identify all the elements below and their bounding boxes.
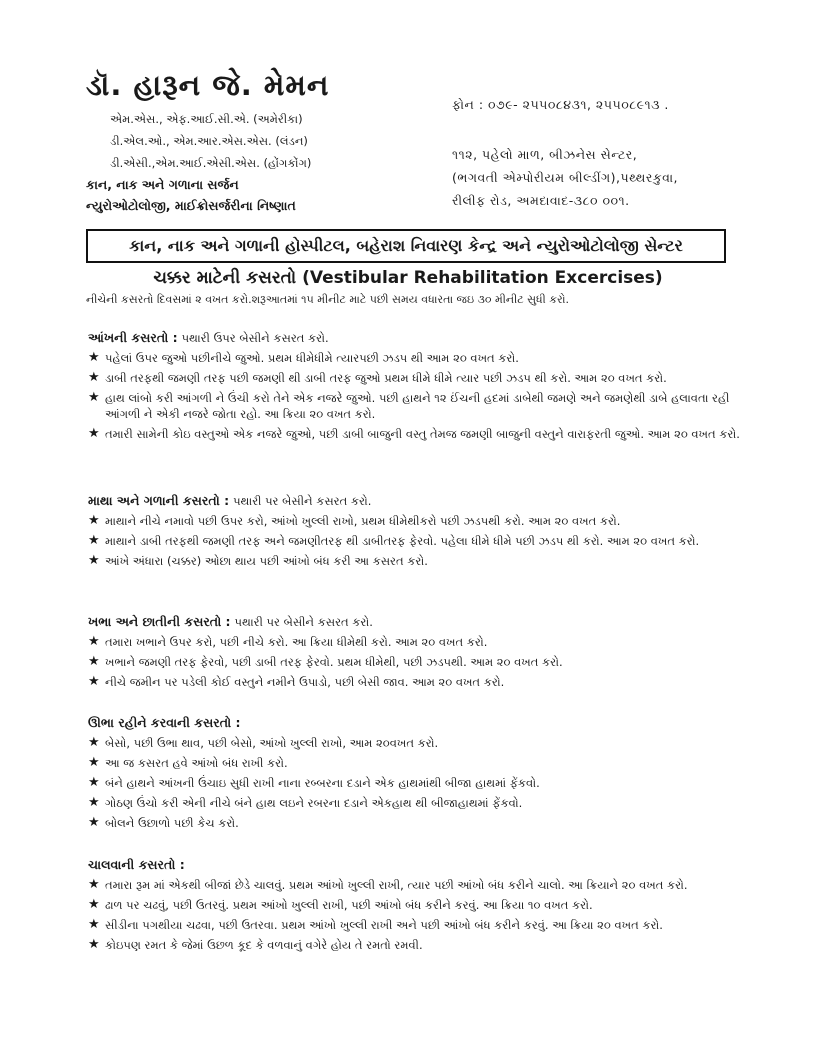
address-line: રીલીફ રોડ, અમદાવાદ-૩૮૦ ૦૦૧. [452,193,630,208]
phone-numbers: ફોન : ૦૭૯- ૨૫૫૦૮૪૩૧, ૨૫૫૦૮૯૧૩ . [452,97,669,112]
list-item [88,897,768,913]
star-bullet-icon: ★ [88,513,100,528]
item-text: ગોઠણ ઉંચો કરી એની નીચે બંને હાથ લઇને રબરના દડાને એકહાથ થી બીજાહાથમાં ફેંકવો. [105,796,523,810]
star-bullet-icon: ★ [88,917,100,932]
section-heading [88,614,768,630]
item-text: તમારી સામેની કોઇ વસ્તુઓ એક નજરે જુઓ, પછી ડાબી બાજુની વસ્તુ તેમજ જમણી બાજુની વસ્તુને વારાફરતી જુઓ. આમ ૨૦ વખત કરો. [105,427,740,441]
item-text: હાથ લાંબો કરી આંગળી ને ઉંચી કરો તેને એક નજરે જુઓ. પછી હાથને ૧૨ ઈંચની હદમાં ડાબેથી જમણે અને જમણેથી ડાબે હલાવતા રહી આંગળી ને એકી નજરે જોતા રહો. આ ક્રિયા ૨૦ વખત કરો. [105,391,730,421]
item-text: નીચે જમીન પર પડેલી કોઈ વસ્તુને નમીને ઉપાડો, પછી બેસી જાવ. આમ ૨૦ વખત કરો. [105,675,505,689]
section-title: આંખની કસરતો : [88,330,178,345]
star-bullet-icon: ★ [88,390,100,405]
section-heading [88,493,768,509]
qualification-line: એમ.એસ., એફ.આઈ.સી.એ. (અમેરીકા) [110,112,303,126]
list-item [88,426,768,442]
address-line: (ભગવતી એમ્પોરીયમ બીલ્ડીંગ),પથ્થરકુવા, [452,170,678,185]
item-text: બોલને ઉછાળો પછી કેચ કરો. [105,816,239,830]
star-bullet-icon: ★ [88,370,100,385]
star-bullet-icon: ★ [88,654,100,669]
address-line: ૧૧૨, પહેલો માળ, બીઝનેસ સેન્ટર, [452,147,638,162]
section-note: પથારી પર બેસીને કસરત કરો. [234,615,373,629]
star-bullet-icon: ★ [88,426,100,441]
item-text: ખભાને જમણી તરફ ફેરવો, પછી ડાબી તરફ ફેરવો. પ્રથમ ધીમેથી, પછી ઝડપથી. આમ ૨૦ વખત કરો. [105,655,563,669]
list-item [88,795,768,811]
list-item [88,674,768,690]
list-item [88,370,768,386]
star-bullet-icon: ★ [88,553,100,568]
item-text: કોઇપણ રમત કે જેમાં ઉછળ કૂદ કે વળવાનું વગેરે હોય તે રમતો રમવી. [105,938,423,952]
list-item [88,634,768,650]
star-bullet-icon: ★ [88,815,100,830]
list-item [88,917,768,933]
list-item [88,815,768,831]
list-item [88,654,768,670]
hospital-banner: કાન, નાક અને ગળાની હોસ્પીટલ, બહેરાશ નિવારણ કેન્દ્ર અને ન્યુરોઓટોલોજી સેન્ટર [86,229,726,263]
star-bullet-icon: ★ [88,674,100,689]
section-heading [88,330,768,346]
star-bullet-icon: ★ [88,755,100,770]
list-item [88,390,768,422]
shoulder-chest-exercises-section [88,614,768,694]
item-text: આ જ કસરત હવે આંખો બંધ રાખી કરો. [105,756,288,770]
list-item [88,755,768,771]
item-text: આંખે અંધારા (ચક્કર) ઓછા થાય પછી આંખો બંધ કરી આ કસરત કરો. [105,554,428,568]
item-text: પહેલાં ઉપર જુઓ પછીનીચે જુઓ. પ્રથમ ધીમેધીમે ત્યારપછી ઝડપ થી આમ ૨૦ વખત કરો. [105,351,519,365]
item-text: તમારા રૂમ માં એકથી બીજાં છેડે ચાલવું. પ્રથમ આંખો ખુલ્લી રાખી, ત્યાર પછી આંખો બંધ કરીને ચાલો. આ ક્રિયાને ૨૦ વખત કરો. [105,878,688,892]
item-text: બેસો, પછી ઉભા થાવ, પછી બેસો, આંખો ખુલ્લી રાખો, આમ ૨૦વખત કરો. [105,736,439,750]
list-item [88,513,768,529]
star-bullet-icon: ★ [88,350,100,365]
list-item [88,877,768,893]
star-bullet-icon: ★ [88,775,100,790]
section-heading [88,857,768,873]
document-title: ચક્કર માટેની કસરતો (Vestibular Rehabilitation Excercises) [153,268,663,288]
list-item [88,735,768,751]
specialty-line: ન્યુરોઓટોલોજી, માઈક્રોસર્જરીના નિષ્ણાત [86,198,296,213]
section-note: પથારી ઉપર બેસીને કસરત કરો. [181,331,329,345]
eye-exercises-section [88,330,768,446]
section-title: માથા અને ગળાની કસરતો : [88,493,230,508]
star-bullet-icon: ★ [88,937,100,952]
intro-text: નીચેની કસરતો દિવસમાં ૨ વખત કરો.શરૂઆતમાં ૧૫ મીનીટ માટે પછી સમય વધારતા જઇ ૩૦ મીનીટ સુધી કરો. [86,293,569,306]
item-text: બંને હાથને આંખની ઉંચાઇ સુધી રાખી નાના રબ્બરના દડાને એક હાથમાંથી બીજા હાથમાં ફેંકવો. [105,776,540,790]
list-item [88,775,768,791]
item-text: સીડીના પગથીયા ચઢવા, પછી ઉતરવા. પ્રથમ આંખો ખુલ્લી રાખી અને પછી આંખો બંધ કરીને કરવું. આ ક્રિયા ૨૦ વખત કરો. [105,918,663,932]
head-neck-exercises-section [88,493,768,573]
list-item [88,533,768,549]
section-title: ખભા અને છાતીની કસરતો : [88,614,231,629]
item-text: ડાબી તરફથી જમણી તરફ પછી જમણી થી ડાબી તરફ જુઓ પ્રથમ ધીમે ધીમે ત્યાર પછી ઝડપ થી કરો. આમ ૨૦ વખત કરો. [105,371,667,385]
qualification-line: ડી.એસી.,એમ.આઈ.એસી.એસ. (હોંગકોંગ) [110,156,312,170]
section-heading [88,715,768,731]
list-item [88,350,768,366]
specialty-line: કાન, નાક અને ગળાના સર્જન [86,177,239,192]
star-bullet-icon: ★ [88,634,100,649]
star-bullet-icon: ★ [88,735,100,750]
star-bullet-icon: ★ [88,795,100,810]
standing-exercises-section [88,715,768,835]
doctor-name: ડૉ. હારૂન જે. મેમન [86,68,330,102]
walking-exercises-section [88,857,768,957]
list-item [88,937,768,953]
section-title: ચાલવાની કસરતો : [88,857,185,872]
item-text: માથાને નીચે નમાવો પછી ઉપર કરો, આંખો ખુલ્લી રાખો, પ્રથમ ધીમેથીકરો પછી ઝડપથી કરો. આમ ૨૦ વખત કરો. [105,514,621,528]
list-item [88,553,768,569]
star-bullet-icon: ★ [88,533,100,548]
item-text: તમારા ખભાને ઉપર કરો, પછી નીચે કરો. આ ક્રિયા ધીમેથી કરો. આમ ૨૦ વખત કરો. [105,635,488,649]
section-note: પથારી પર બેસીને કસરત કરો. [233,494,372,508]
item-text: માથાને ડાબી તરફથી જમણી તરફ અને જમણીતરફ થી ડાબીતરફ ફેરવો. પહેલા ધીમે ધીમે પછી ઝડપ થી કરો. આમ ૨૦ વખત કરો. [105,534,700,548]
item-text: ઢાળ પર ચઢવું, પછી ઉતરવું. પ્રથમ આંખો ખુલ્લી રાખી, પછી આંખો બંધ કરીને કરવું. આ ક્રિયા ૧૦ વખત કરો. [105,898,593,912]
star-bullet-icon: ★ [88,897,100,912]
qualification-line: ડી.એલ.ઓ., એમ.આર.એસ.એસ. (લંડન) [110,134,308,148]
section-title: ઊભા રહીને કરવાની કસરતો : [88,715,241,730]
star-bullet-icon: ★ [88,877,100,892]
